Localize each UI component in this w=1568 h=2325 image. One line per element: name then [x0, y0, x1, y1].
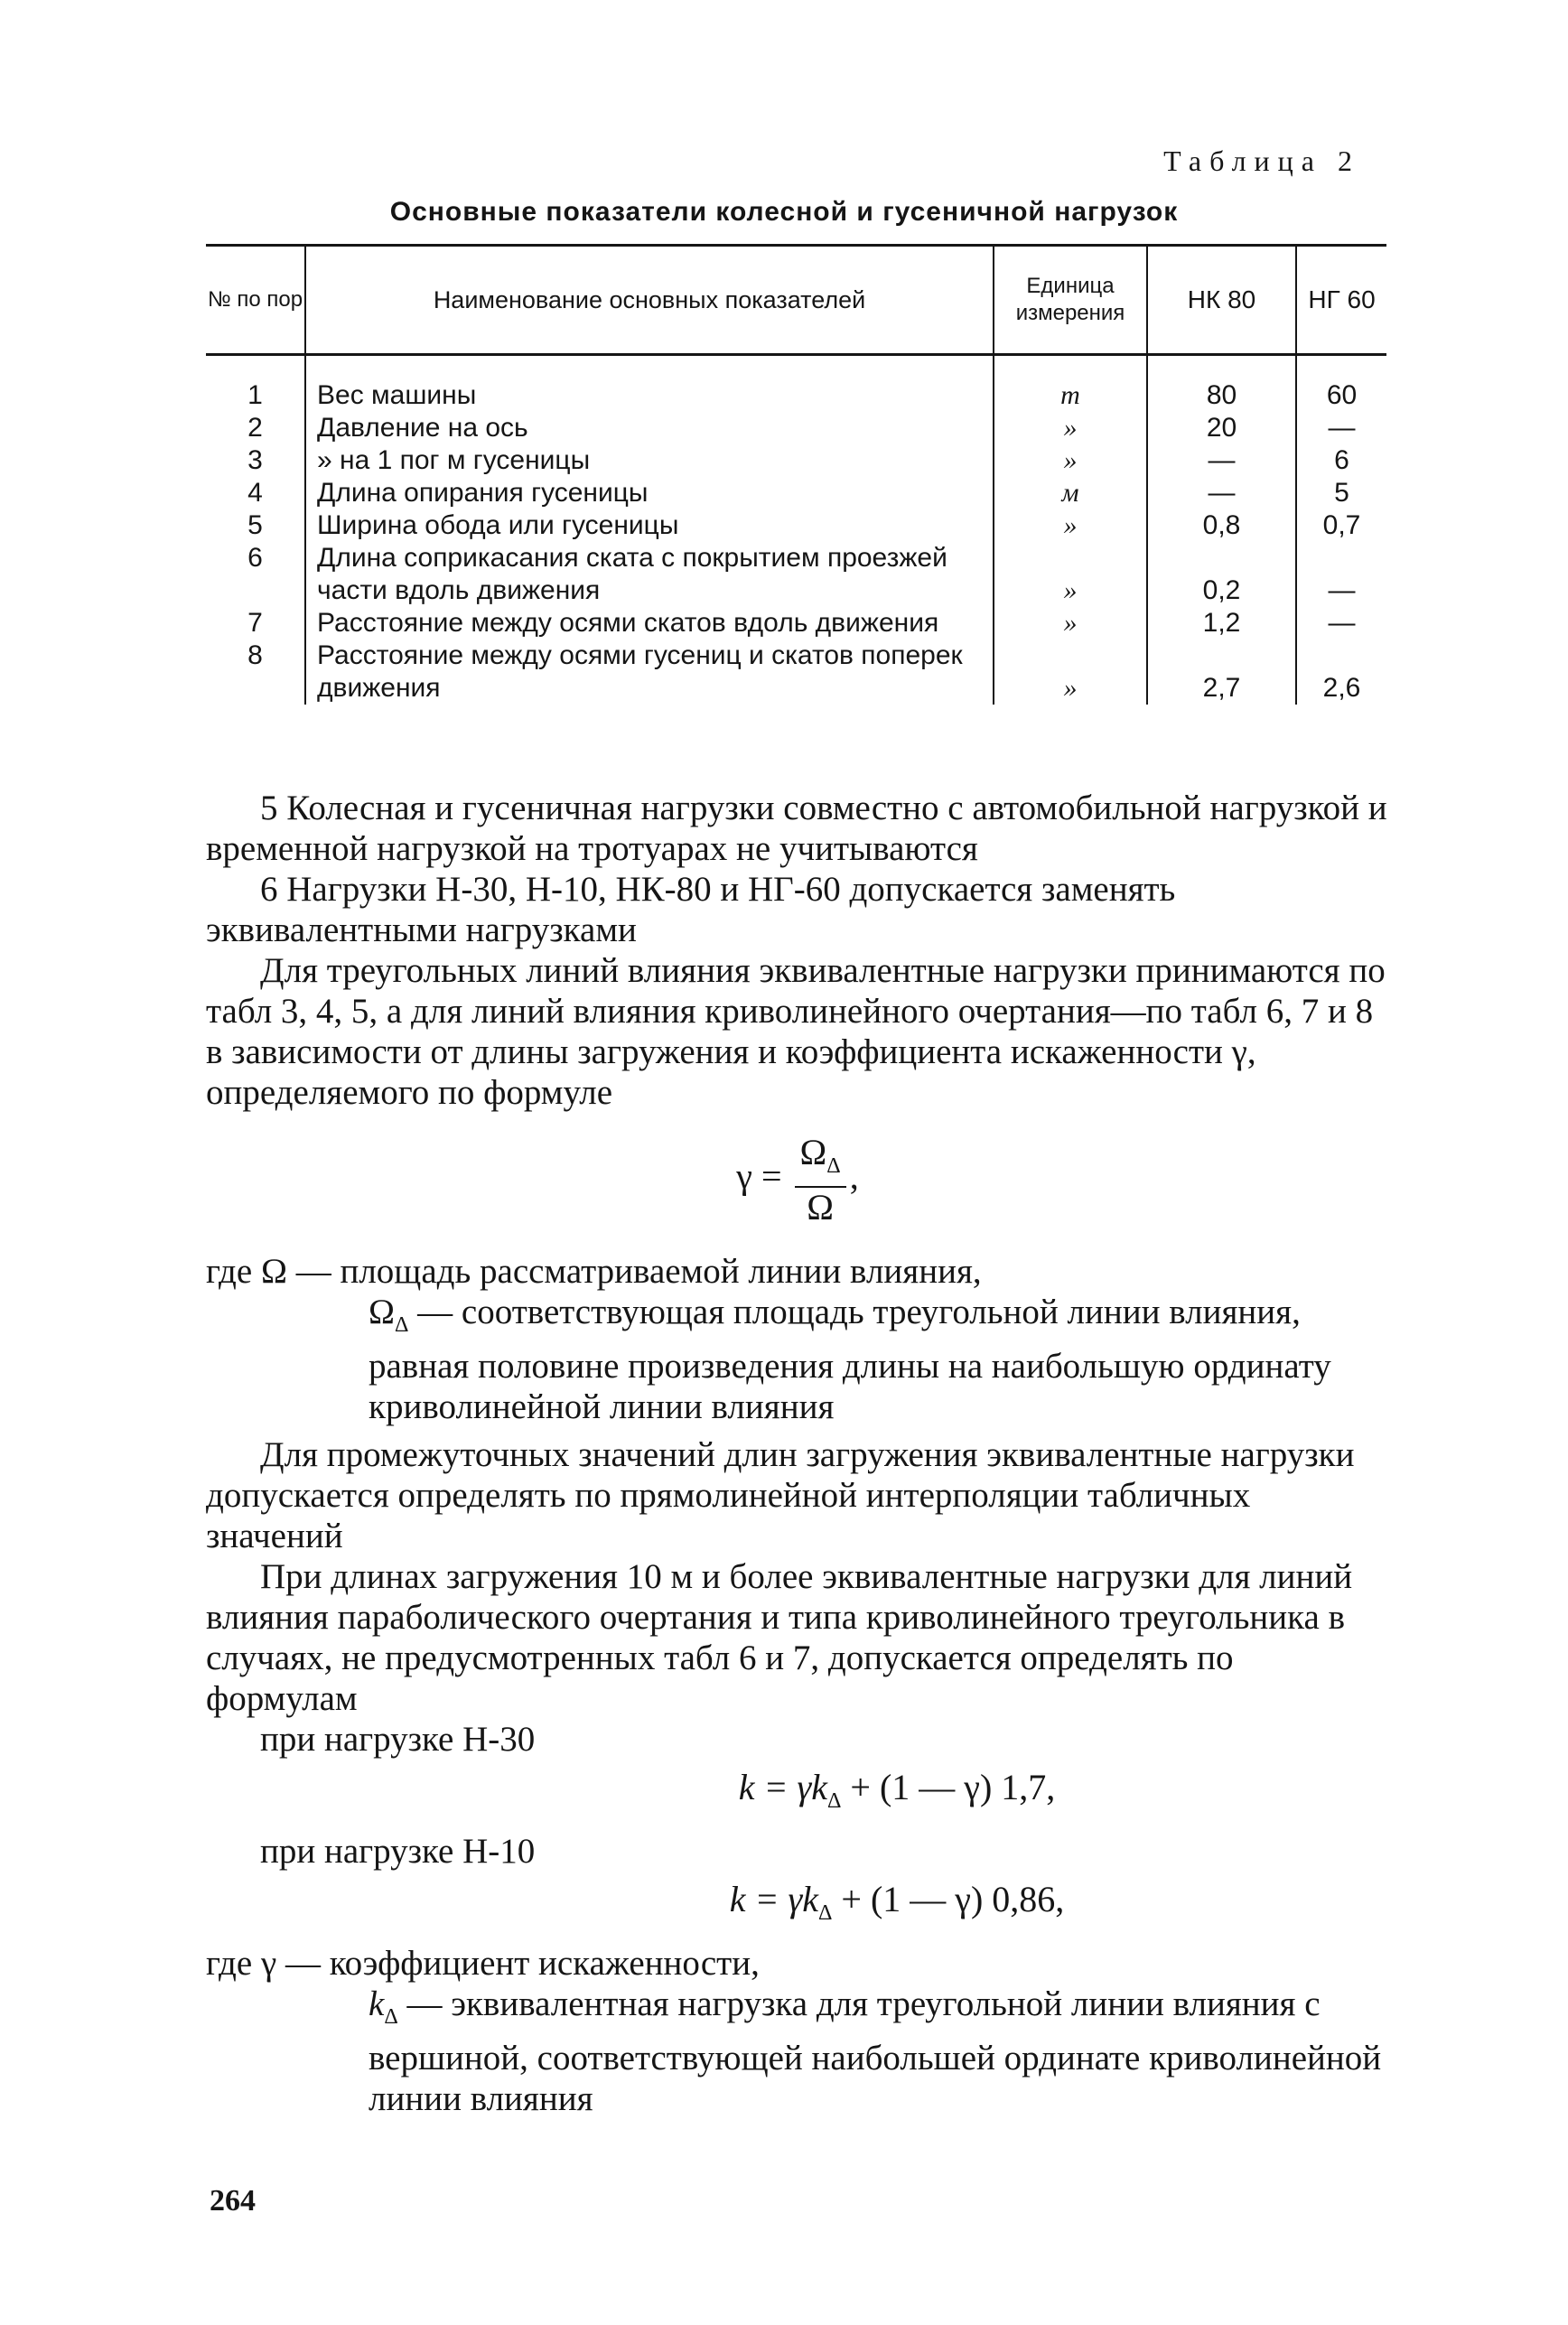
table-cell-num: 6 — [247, 543, 263, 573]
table-cell-nk80: 0,2 — [1147, 542, 1296, 607]
omega-delta-text: — соответствующая площадь треугольной линии влияния, равная половине произведения длины на наибольшую ординату криволинейной линии влияния — [369, 1293, 1331, 1426]
formula-h10-tail: + (1 — γ) 0,86, — [832, 1878, 1065, 1919]
table-cell-ng60: 2,6 — [1296, 640, 1386, 705]
omega-delta-sub: Δ — [394, 1312, 409, 1337]
table-cell-num: 7 — [247, 608, 263, 638]
definition-omega-delta — [206, 1292, 1389, 1427]
table-cell-num: 2 — [247, 413, 263, 443]
table-row — [206, 509, 1386, 542]
table-cell-nk80: 0,8 — [1147, 509, 1296, 542]
definition-omega-text: площадь рассматриваемой линии влияния, — [340, 1252, 982, 1291]
formula-h30-main: k = γk — [738, 1766, 827, 1807]
table-row — [206, 542, 1386, 607]
table-cell-name: » на 1 пог м гусеницы — [305, 444, 994, 477]
table-cell-unit: » — [994, 412, 1147, 444]
paragraph-interpolation: Для промежуточных значений длин загружения эквивалентные нагрузки допускается определять по прямолинейной интерполяции табличных значений — [206, 1434, 1355, 1555]
formula-h10-sub: Δ — [817, 1900, 833, 1925]
table-cell-unit: т — [994, 355, 1147, 413]
k-delta-sub: Δ — [384, 2004, 398, 2029]
gamma-num-symbol: Ω — [799, 1132, 827, 1172]
paragraph-lengths: При длинах загружения 10 м и более эквивалентные нагрузки для линий влияния параболического очертания и типа криволинейного треугольника в случаях, не предусмотренных табл 6 и 7, допускается определять по формулам — [206, 1556, 1353, 1718]
gamma-denominator: Ω — [807, 1187, 834, 1228]
table-cell-name: Длина опирания гусеницы — [305, 477, 994, 509]
load-h30-label: при нагрузке Н-30 — [260, 1719, 536, 1759]
k-delta-symbol: k — [369, 1984, 385, 2023]
table-row — [206, 607, 1386, 640]
table-cell-name: Длина соприкасания ската с покрытием проезжей части вдоль движения — [305, 542, 994, 607]
table-cell-ng60: — — [1296, 542, 1386, 607]
table-cell-name: Расстояние между осями гусениц и скатов поперек движения — [305, 640, 994, 705]
table-cell-nk80: — — [1147, 477, 1296, 509]
table-cell-nk80: 80 — [1147, 355, 1296, 413]
paragraph-5: 5 Колесная и гусеничная нагрузки совместно с автомобильной нагрузкой и временной нагрузкой на тротуарах не учитываются — [206, 789, 1387, 868]
table-cell-name: Расстояние между осями скатов вдоль движения — [305, 607, 994, 640]
header-num: № по пор — [206, 246, 305, 355]
table-caption: Таблица 2 — [1163, 145, 1360, 177]
table-cell-name: Ширина обода или гусеницы — [305, 509, 994, 542]
definitions-2 — [206, 1943, 1389, 2119]
table-row — [206, 640, 1386, 705]
body-text — [206, 788, 1389, 2119]
header-ng60: НГ 60 — [1296, 246, 1386, 355]
definitions-1 — [206, 1251, 1389, 1427]
formula-h10-main: k = γk — [729, 1878, 818, 1919]
table-row — [206, 412, 1386, 444]
definition-k-delta — [206, 1984, 1389, 2119]
table-cell-nk80: 2,7 — [1147, 640, 1296, 705]
table-cell-ng60: 0,7 — [1296, 509, 1386, 542]
gamma-fraction — [795, 1133, 846, 1228]
header-name: Наименование основных показателей — [305, 246, 994, 355]
table-cell-nk80: 1,2 — [1147, 607, 1296, 640]
table-cell-unit: » — [994, 542, 1147, 607]
omega-delta-symbol: Ω — [369, 1293, 395, 1331]
table-cell-ng60: 60 — [1296, 355, 1386, 413]
table-cell-num: 5 — [247, 510, 263, 540]
definition-gamma — [206, 1943, 1389, 1984]
table-cell-nk80: 20 — [1147, 412, 1296, 444]
table-cell-nk80: — — [1147, 444, 1296, 477]
formula-h10 — [405, 1879, 1389, 1934]
header-nk80: НК 80 — [1147, 246, 1296, 355]
table-cell-unit: » — [994, 509, 1147, 542]
definition-omega-lead: где Ω — — [206, 1252, 341, 1291]
table-cell-num: 1 — [247, 380, 263, 410]
load-h10-label: при нагрузке Н-10 — [260, 1831, 536, 1871]
table-cell-ng60: — — [1296, 607, 1386, 640]
table-body — [206, 355, 1386, 705]
formula-h30 — [405, 1767, 1389, 1822]
table-header — [206, 246, 1386, 355]
table-cell-unit: » — [994, 607, 1147, 640]
definition-gamma-text: коэффициент искаженности, — [329, 1943, 760, 1983]
formula-h30-sub: Δ — [826, 1788, 842, 1813]
table-row — [206, 355, 1386, 413]
table-cell-unit: » — [994, 640, 1147, 705]
paragraph-triangle: Для треугольных линий влияния эквивалентные нагрузки принимаются по табл 3, 4, 5, а для линий влияния криволинейного очертания—по табл 6, 7 и 8 в зависимости от длины загружения и коэффициента искаженности γ, определяемого по формуле — [206, 951, 1386, 1112]
definition-gamma-lead: где γ — — [206, 1943, 330, 1983]
table-cell-name: Давление на ось — [305, 412, 994, 444]
table-cell-ng60: 5 — [1296, 477, 1386, 509]
table-title: Основные показатели колесной и гусеничной нагрузок — [389, 197, 1179, 227]
gamma-num-sub: Δ — [826, 1154, 841, 1178]
table-cell-ng60: — — [1296, 412, 1386, 444]
table-cell-num: 8 — [247, 640, 263, 670]
k-delta-text: — эквивалентная нагрузка для треугольной линии влияния с вершиной, соответствующей наибольшей ординате криволинейной линии влияния — [369, 1984, 1382, 2118]
gamma-lhs: γ = — [736, 1155, 782, 1197]
definition-omega — [206, 1251, 1389, 1292]
loads-table — [206, 244, 1386, 705]
gamma-tail: , — [849, 1155, 859, 1197]
table-cell-num: 4 — [247, 478, 263, 508]
paragraph-6: 6 Нагрузки Н-30, Н-10, НК-80 и НГ-60 допускается заменять эквивалентными нагрузками — [206, 870, 1176, 949]
gamma-numerator — [795, 1133, 846, 1188]
table-cell-name: Вес машины — [305, 355, 994, 413]
header-unit: Единица измерения — [994, 246, 1147, 355]
gamma-formula — [206, 1133, 1389, 1228]
table-cell-unit: м — [994, 477, 1147, 509]
table-row — [206, 477, 1386, 509]
table-cell-num: 3 — [247, 445, 263, 475]
table-cell-unit: » — [994, 444, 1147, 477]
page-number: 264 — [210, 2184, 256, 2218]
table-row — [206, 444, 1386, 477]
table-cell-ng60: 6 — [1296, 444, 1386, 477]
formula-h30-tail: + (1 — γ) 1,7, — [841, 1766, 1056, 1807]
